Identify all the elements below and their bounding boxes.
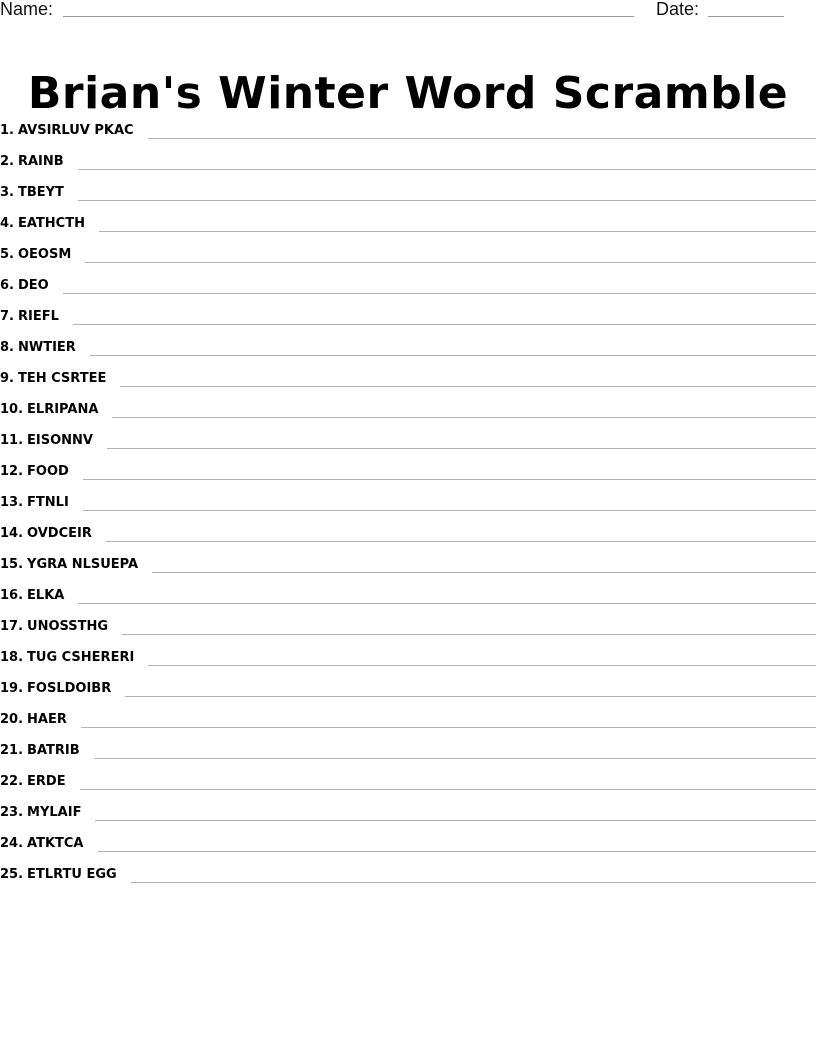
- question-row: [0, 855, 816, 886]
- date-label: Date:: [656, 0, 700, 19]
- question-label: [0, 742, 80, 762]
- scrambled-word: YGRA NLSUEPA: [27, 557, 139, 572]
- answer-line[interactable]: [148, 664, 816, 666]
- question-row: [0, 545, 816, 576]
- question-row: [0, 669, 816, 700]
- question-row: [0, 111, 816, 142]
- scrambled-word: ETLRTU EGG: [27, 867, 117, 882]
- question-label: [0, 804, 81, 824]
- question-number: 8.: [0, 340, 14, 355]
- question-number: 3.: [0, 185, 14, 200]
- date-field[interactable]: [708, 16, 784, 17]
- question-number: 2.: [0, 154, 14, 169]
- scrambled-word: ELRIPANA: [27, 402, 99, 417]
- question-number: 9.: [0, 371, 14, 386]
- scrambled-word: RIEFL: [17, 309, 59, 324]
- question-label: [0, 308, 59, 328]
- scrambled-word: OVDCEIR: [27, 526, 92, 541]
- scrambled-word: NWTIER: [17, 340, 76, 355]
- answer-line[interactable]: [73, 323, 816, 325]
- question-number: 15.: [0, 557, 24, 572]
- answer-line[interactable]: [107, 447, 816, 449]
- answer-line[interactable]: [98, 850, 816, 852]
- page-title: Brian's Winter Word Scramble: [27, 68, 789, 120]
- answer-line[interactable]: [78, 602, 816, 604]
- question-label: [0, 184, 64, 204]
- answer-line[interactable]: [81, 726, 816, 728]
- question-number: 21.: [0, 743, 24, 758]
- question-row: [0, 452, 816, 483]
- question-number: 24.: [0, 836, 24, 851]
- scrambled-word: EATHCTH: [17, 216, 85, 231]
- question-row: [0, 266, 816, 297]
- question-number: 11.: [0, 433, 24, 448]
- question-label: [0, 866, 117, 886]
- question-row: [0, 824, 816, 855]
- question-row: [0, 297, 816, 328]
- question-label: [0, 835, 84, 855]
- answer-line[interactable]: [99, 230, 816, 232]
- question-row: [0, 235, 816, 266]
- scrambled-word: AVSIRLUV PKAC: [17, 123, 134, 138]
- scrambled-word: TBEYT: [17, 185, 64, 200]
- scrambled-word: ERDE: [27, 774, 66, 789]
- answer-line[interactable]: [80, 788, 816, 790]
- question-number: 16.: [0, 588, 24, 603]
- answer-line[interactable]: [112, 416, 816, 418]
- question-list: [0, 111, 816, 886]
- scrambled-word: MYLAIF: [27, 805, 82, 820]
- answer-line[interactable]: [85, 261, 816, 263]
- question-number: 25.: [0, 867, 24, 882]
- question-number: 12.: [0, 464, 24, 479]
- scrambled-word: OEOSM: [17, 247, 72, 262]
- question-number: 10.: [0, 402, 24, 417]
- question-number: 4.: [0, 216, 14, 231]
- question-label: [0, 711, 67, 731]
- scrambled-word: TUG CSHERERI: [27, 650, 135, 665]
- question-row: [0, 731, 816, 762]
- question-label: [0, 215, 85, 235]
- scrambled-word: DEO: [17, 278, 49, 293]
- question-number: 6.: [0, 278, 14, 293]
- question-row: [0, 762, 816, 793]
- scrambled-word: HAER: [27, 712, 67, 727]
- answer-line[interactable]: [122, 633, 816, 635]
- question-row: [0, 173, 816, 204]
- answer-line[interactable]: [78, 199, 816, 201]
- question-row: [0, 483, 816, 514]
- answer-line[interactable]: [94, 757, 816, 759]
- question-row: [0, 328, 816, 359]
- scrambled-word: TEH CSRTEE: [17, 371, 107, 386]
- question-number: 19.: [0, 681, 24, 696]
- question-row: [0, 204, 816, 235]
- question-label: [0, 246, 71, 266]
- question-row: [0, 421, 816, 452]
- answer-line[interactable]: [90, 354, 816, 356]
- question-label: [0, 618, 108, 638]
- question-label: [0, 432, 93, 452]
- question-row: [0, 576, 816, 607]
- scrambled-word: ATKTCA: [27, 836, 84, 851]
- question-row: [0, 359, 816, 390]
- name-label: Name:: [0, 0, 54, 19]
- question-label: [0, 680, 111, 700]
- question-row: [0, 638, 816, 669]
- question-row: [0, 607, 816, 638]
- question-label: [0, 556, 138, 576]
- question-label: [0, 463, 69, 483]
- question-label: [0, 649, 134, 669]
- question-number: 7.: [0, 309, 14, 324]
- scrambled-word: FOOD: [27, 464, 69, 479]
- question-label: [0, 587, 64, 607]
- question-number: 22.: [0, 774, 24, 789]
- question-label: [0, 153, 64, 173]
- answer-line[interactable]: [120, 385, 816, 387]
- answer-line[interactable]: [95, 819, 816, 821]
- question-number: 14.: [0, 526, 24, 541]
- question-label: [0, 122, 134, 142]
- question-row: [0, 793, 816, 824]
- scrambled-word: RAINB: [17, 154, 64, 169]
- question-number: 20.: [0, 712, 24, 727]
- answer-line[interactable]: [63, 292, 816, 294]
- answer-line[interactable]: [152, 571, 816, 573]
- question-number: 18.: [0, 650, 24, 665]
- question-label: [0, 339, 76, 359]
- question-row: [0, 700, 816, 731]
- answer-line[interactable]: [78, 168, 816, 170]
- question-number: 1.: [0, 123, 14, 138]
- scrambled-word: FOSLDOIBR: [27, 681, 112, 696]
- scrambled-word: ELKA: [27, 588, 65, 603]
- question-label: [0, 370, 106, 390]
- question-label: [0, 277, 49, 297]
- scrambled-word: EISONNV: [27, 433, 93, 448]
- answer-line[interactable]: [125, 695, 816, 697]
- answer-line[interactable]: [131, 881, 816, 883]
- question-row: [0, 390, 816, 421]
- question-row: [0, 514, 816, 545]
- scrambled-word: UNOSSTHG: [27, 619, 109, 634]
- question-number: 17.: [0, 619, 24, 634]
- question-number: 13.: [0, 495, 24, 510]
- question-label: [0, 494, 69, 514]
- question-number: 23.: [0, 805, 24, 820]
- name-field[interactable]: [63, 16, 634, 17]
- answer-line[interactable]: [83, 478, 816, 480]
- question-row: [0, 142, 816, 173]
- scrambled-word: FTNLI: [27, 495, 69, 510]
- question-label: [0, 401, 98, 421]
- scrambled-word: BATRIB: [27, 743, 80, 758]
- question-label: [0, 773, 66, 793]
- question-label: [0, 525, 92, 545]
- answer-line[interactable]: [106, 540, 816, 542]
- question-number: 5.: [0, 247, 14, 262]
- answer-line[interactable]: [83, 509, 816, 511]
- worksheet-header: [0, 0, 816, 24]
- answer-line[interactable]: [148, 137, 816, 139]
